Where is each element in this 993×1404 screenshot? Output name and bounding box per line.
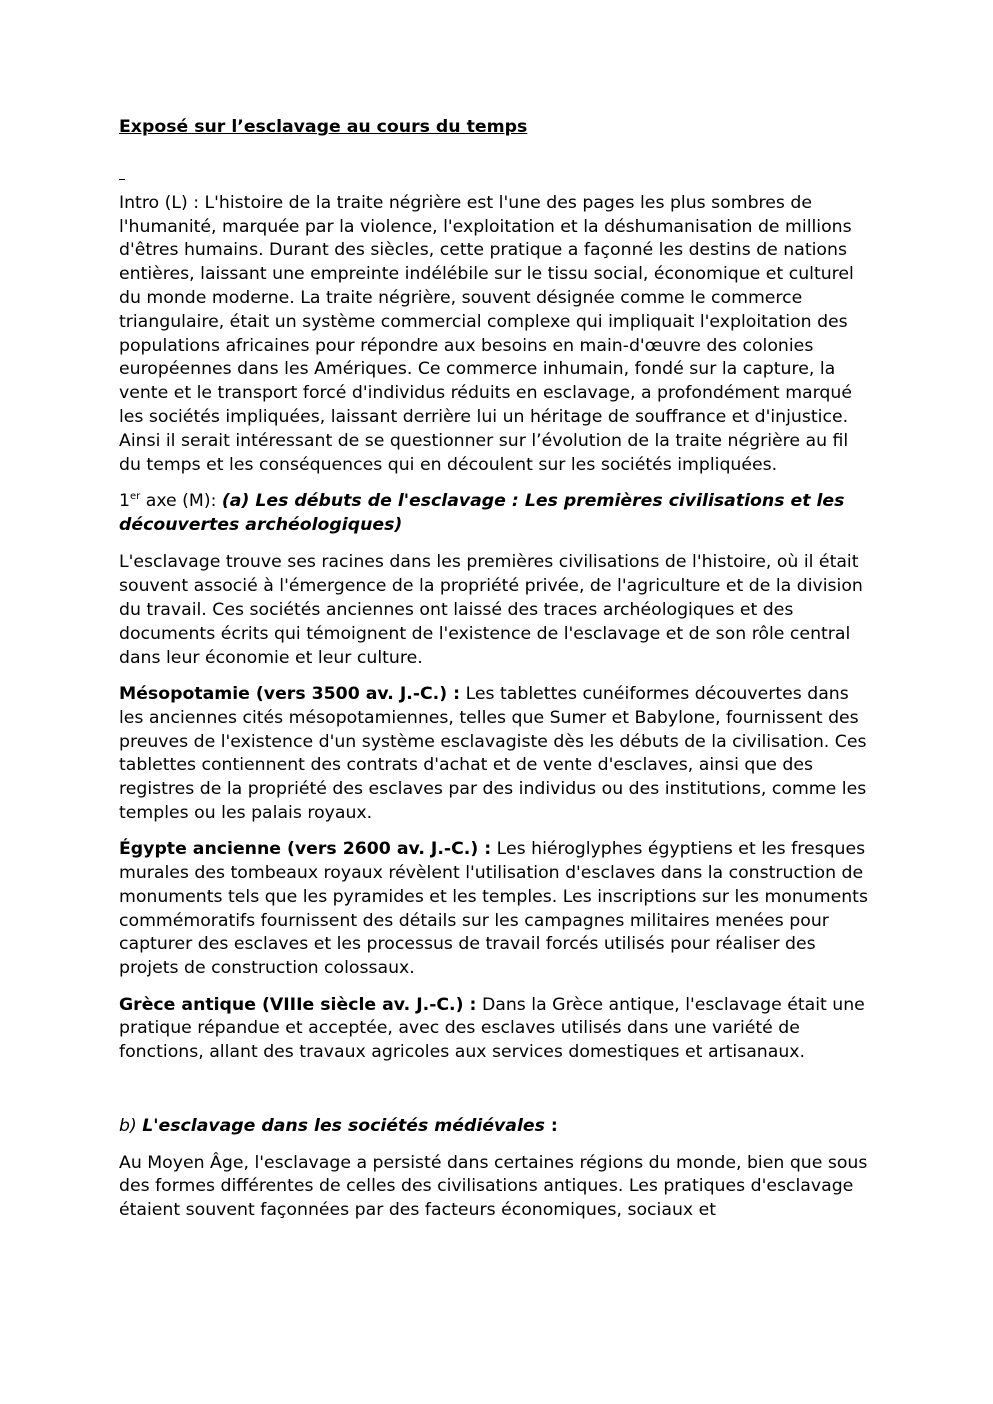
section-b-suffix: : bbox=[544, 1116, 558, 1137]
section-b-title: L'esclavage dans les sociétés médiévales bbox=[142, 1116, 545, 1137]
document-page bbox=[119, 116, 874, 1236]
section-mesopotamie bbox=[119, 683, 874, 826]
section-heading: Égypte ancienne (vers 2600 av. J.-C.) : bbox=[119, 839, 492, 860]
document-title: Exposé sur l’esclavage au cours du temps bbox=[119, 117, 528, 137]
section-b-heading bbox=[119, 1115, 874, 1139]
blank-space bbox=[119, 1077, 874, 1115]
section-egypte bbox=[119, 838, 874, 981]
empty-line bbox=[119, 165, 874, 189]
section-text: Les tablettes cunéiformes découvertes dans les anciennes cités mésopotamiennes, telles que Sumer et Babylone, fournissent des preuves de l'existence d'un système esclavagiste dès les débuts de la civilisation. Ces tablettes contiennent des contrats d'achat et de vente d'esclaves, ainsi que des registres de la propriété des esclaves par des individus ou des institutions, comme les temples ou les palais royaux. bbox=[119, 683, 867, 823]
section-b-prefix: b) bbox=[119, 1116, 143, 1137]
section-text: Les hiéroglyphes égyptiens et les fresques murales des tombeaux royaux révèlent l'utilisation d'esclaves dans la construction de monuments tels que les pyramides et les temples. Les inscriptions sur les monuments commémoratifs fournissent des détails sur les campagnes militaires menées pour capturer des esclaves et les processus de travail forcés utilisés pour réaliser des projets de construction colossaux. bbox=[119, 839, 868, 979]
axis1-paragraph: L'esclavage trouve ses racines dans les premières civilisations de l'histoire, où il était souvent associé à l'émergence de la propriété privée, de l'agriculture et de la division du travail. Ces sociétés anciennes ont laissé des traces archéologiques et des documents écrits qui témoignent de l'existence de l'esclavage et de son rôle central dans leur économie et leur culture. bbox=[119, 552, 863, 668]
section-heading: Mésopotamie (vers 3500 av. J.-C.) : bbox=[119, 683, 461, 704]
axis1-superscript: er bbox=[130, 490, 141, 502]
section-text: Dans la Grèce antique, l'esclavage était une pratique répandue et acceptée, avec des esclaves utilisés dans une variété de fonctions, allant des travaux agricoles aux services domestiques et artisanaux. bbox=[119, 994, 865, 1063]
section-b-paragraph: Au Moyen Âge, l'esclavage a persisté dans certaines régions du monde, bien que sous des formes différentes de celles des civilisations antiques. Les pratiques d'esclavage étaient souvent façonnées par des facteurs économiques, sociaux et bbox=[119, 1152, 868, 1221]
axis1-heading bbox=[119, 490, 874, 538]
axis1-label: axe (M): bbox=[140, 490, 222, 511]
axis1-title: (a) Les débuts de l'esclavage : Les premières civilisations et les découvertes archéologiques) bbox=[119, 490, 845, 535]
section-heading: Grèce antique (VIIIe siècle av. J.-C.) : bbox=[119, 994, 477, 1015]
axis1-number: 1 bbox=[119, 490, 130, 511]
section-grece bbox=[119, 994, 874, 1065]
underline-mark bbox=[119, 165, 125, 180]
intro-paragraph: Intro (L) : L'histoire de la traite négrière est l'une des pages les plus sombres de l'humanité, marquée par la violence, l'exploitation et la déshumanisation de millions d'êtres humains. Durant des siècles, cette pratique a façonné les destins de nations entières, laissant une empreinte indélébile sur le tissu social, économique et culturel du monde moderne. La traite négrière, souvent désignée comme le commerce triangulaire, était un système commercial complexe qui impliquait l'exploitation des populations africaines pour répondre aux besoins en main-d'œuvre des colonies européennes dans les Amériques. Ce commerce inhumain, fondé sur la capture, la vente et le transport forcé d'individus réduits en esclavage, a profondément marqué les sociétés impliquées, laissant derrière lui un héritage de souffrance et d'injustice. Ainsi il serait intéressant de se questionner sur l’évolution de la traite négrière au fil du temps et les conséquences qui en découlent sur les sociétés impliquées. bbox=[119, 192, 854, 475]
